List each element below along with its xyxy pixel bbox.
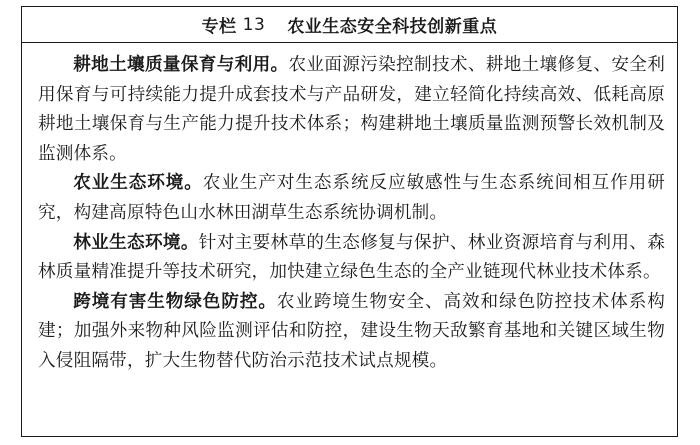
paragraph-text: 农业面源污染控制技术、耕地土壤修复、安全利用保育与可持续能力提升成套技术与产品研发，建立轻简化持续高效、低耗高原耕地土壤保育与生产能力提升技术体系；构建耕地土壤质量监测预警长效机制及监测体系。 (38, 55, 666, 164)
box-body (22, 43, 677, 377)
paragraph-lead: 农业生态环境。 (73, 173, 203, 194)
paragraph-forest-eco (38, 229, 665, 288)
paragraph-biocontrol (38, 288, 665, 377)
paragraph-lead: 跨境有害生物绿色防控。 (73, 291, 277, 312)
paragraph-lead: 耕地土壤质量保育与利用。 (73, 55, 289, 75)
paragraph-text: 针对主要林草的生态修复与保护、林业资源培育与利用、森林质量精准提升等技术研究，加快建立绿色生态的全产业链现代林业技术体系。 (38, 232, 666, 283)
box-label: 专栏 (201, 17, 237, 37)
paragraph-lead: 林业生态环境。 (73, 232, 199, 253)
paragraph-soil (38, 51, 665, 169)
box-header (22, 7, 677, 43)
box-number: 13 (242, 14, 266, 35)
box-title: 农业生态安全科技创新重点 (287, 17, 498, 37)
paragraph-agri-eco (38, 169, 665, 228)
paragraph-text: 农业跨境生物安全、高效和绿色防控技术体系构建；加强外来物种风险监测评估和防控，建设生物天敌繁育基地和关键区域生物入侵阻隔带，扩大生物替代防治示范技术试点规模。 (38, 291, 666, 371)
paragraph-text: 农业生产对生态系统反应敏感性与生态系统间相互作用研究，构建高原特色山水林田湖草生态系统协调机制。 (38, 173, 665, 223)
feature-box (21, 6, 678, 437)
